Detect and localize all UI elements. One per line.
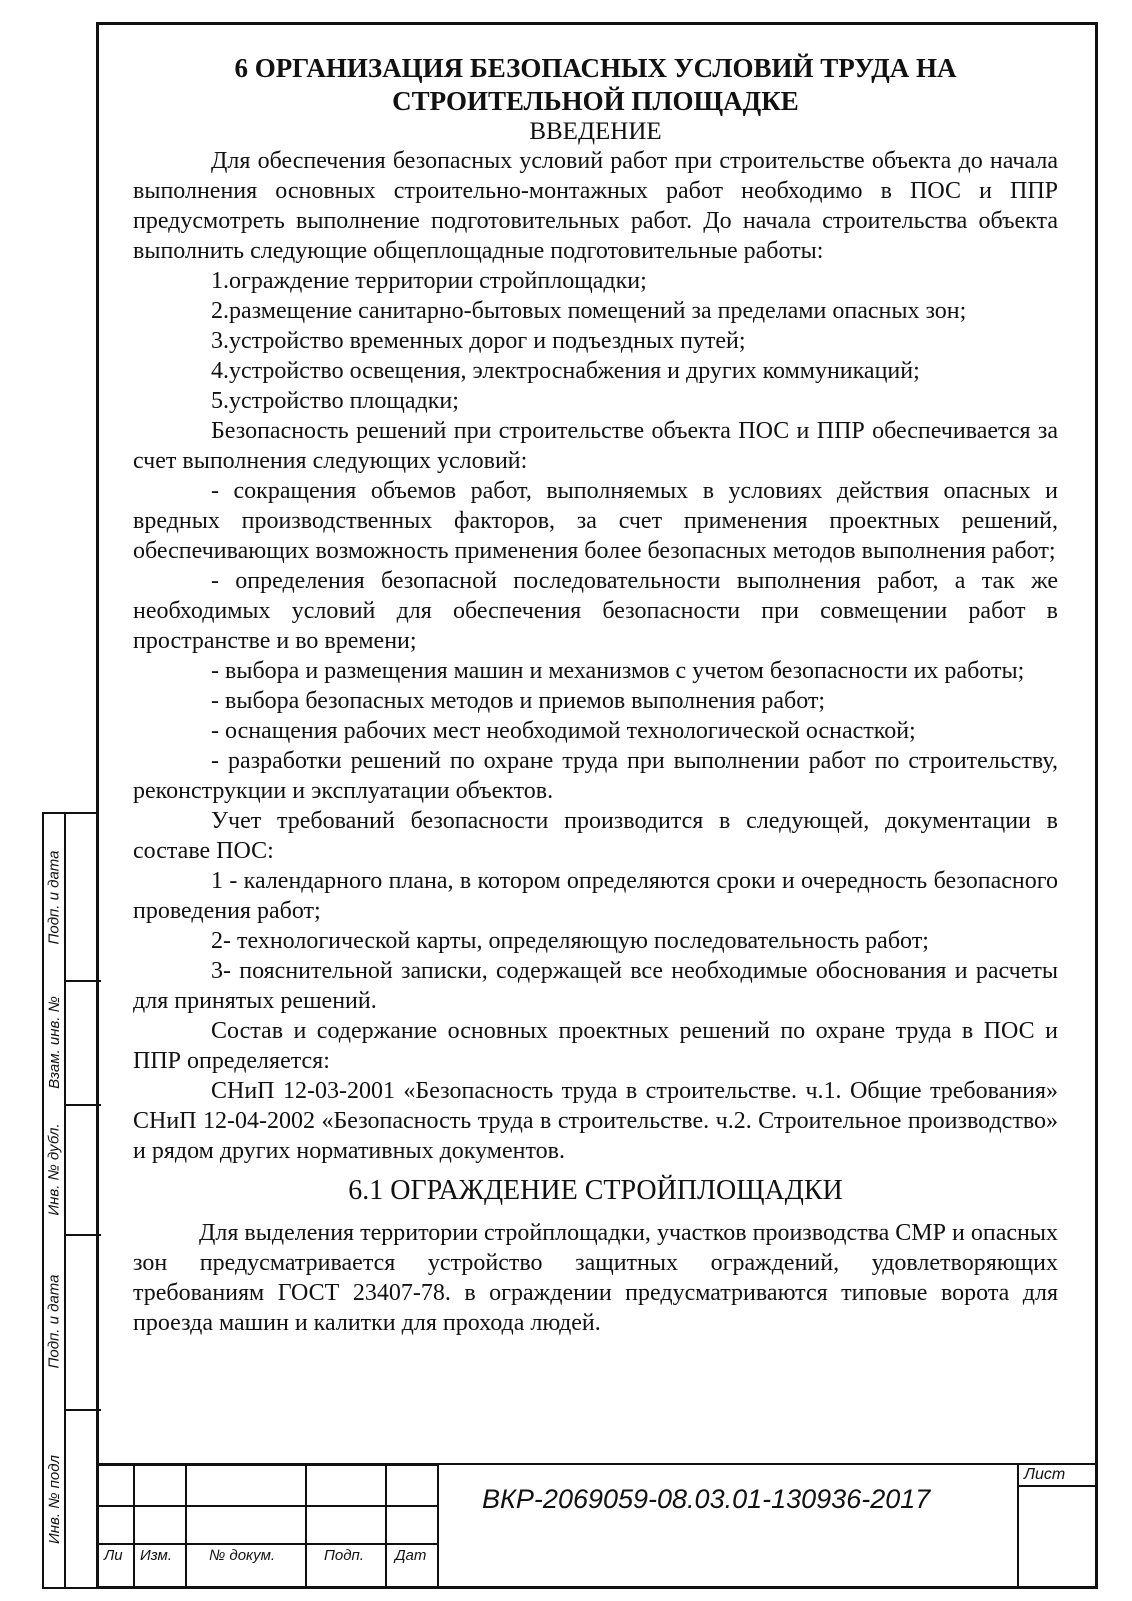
header-signature: Подп. [324,1547,364,1564]
list-item: 3.устройство временных дорог и подъездных путей; [211,328,746,354]
title-block-line [305,1464,307,1589]
condition-item: - выбора и размещения машин и механизмов с учетом безопасности их работы; [211,658,1025,684]
title-block-line [385,1464,387,1589]
document-code: ВКР-2069059-08.03.01-130936-2017 [482,1484,931,1514]
list-item: 1.ограждение территории стройплощадки; [211,268,647,294]
title-block-line [1017,1464,1019,1589]
stamp-label-sign-date-1: Подп. и дата [45,850,63,944]
title-block-line [1017,1485,1098,1487]
stamp-label-duplicate-inv: Инв. № дубл. [45,1122,63,1216]
list-item: 2.размещение санитарно-бытовых помещений за пределами опасных зон; [211,298,967,324]
safety-paragraph: Безопасность решений при строительстве объекта ПОС и ППР обеспечивается за счет выполнения следующих условий: [133,418,1058,474]
stamp-label-sign-date-2: Подп. и дата [45,1274,63,1369]
header-change: Изм. [140,1547,172,1564]
condition-item: - оснащения рабочих мест необходимой технологической оснасткой; [211,718,916,744]
norms-paragraph: СНиП 12-03-2001 «Безопасность труда в строительстве. ч.1. Общие требования» СНиП 12-04-2002 «Безопасность труда в строительстве. ч.2. Строительное производство» и рядом других нормативных документов. [133,1078,1058,1164]
intro-paragraph: Для обеспечения безопасных условий работ при строительстве объекта до начала выполнения основных строительно-монтажных работ необходимо в ПОС и ППР предусмотреть выполнение подготовительных работ. До начала строительства объекта выполнить следующие общеплощадные подготовительные работы: [133,148,1058,264]
intro-heading: ВВЕДЕНИЕ [529,118,662,145]
sheet-label: Лист [1024,1466,1066,1483]
margin-stamp-row-line [64,1234,101,1236]
margin-stamp-row-line [64,980,101,982]
margin-stamp-row-line [64,1409,101,1411]
margin-stamp-divider [64,814,66,1587]
title-block-top-line [96,1463,1098,1465]
fencing-paragraph: Для выделения территории стройплощадки, участков производства СМР и опасных зон предусматривается устройство защитных ограждений, удовлетворяющих требованиям ГОСТ 23407-78. в ограждении предусматриваются типовые ворота для проезда машин и калитки для прохода людей. [133,1220,1058,1336]
list-item: 5.устройство площадки; [211,388,459,414]
composition-paragraph: Состав и содержание основных проектных решений по охране труда в ПОС и ППР определяется: [133,1018,1058,1074]
condition-item: - сокращения объемов работ, выполняемых в условиях действия опасных и вредных производственных факторов, за счет применения проектных решений, обеспечивающих возможность применения более безопасных методов выполнения работ; [133,478,1058,564]
title-block-line [185,1464,187,1589]
stamp-label-original-inv: Инв. № подл [45,1454,63,1544]
title-block-line [437,1464,439,1589]
condition-item: - разработки решений по охране труда при выполнении работ по строительству, реконструкции и эксплуатации объектов. [133,748,1058,804]
doc-item: 1 - календарного плана, в котором определяются сроки и очередность безопасного проведения работ; [133,868,1058,924]
document-body [133,52,1058,1338]
doc-item: 3- пояснительной записки, содержащей все необходимые обоснования и расчеты для принятых решений. [133,958,1058,1014]
stamp-label-replacement-inv: Взам. инв. № [45,995,63,1089]
header-sheet-no: Ли [104,1547,123,1564]
chapter-title-line-2: СТРОИТЕЛЬНОЙ ПЛОЩАДКЕ [392,86,799,116]
title-block-line [96,1505,439,1507]
condition-item: - определения безопасной последовательности выполнения работ, а так же необходимых условий для обеспечения безопасности при совмещении работ в пространстве и во времени; [133,568,1058,654]
list-item: 4.устройство освещения, электроснабжения и других коммуникаций; [211,358,920,384]
chapter-title-line-1: 6 ОРГАНИЗАЦИЯ БЕЗОПАСНЫХ УСЛОВИЙ ТРУДА НА [234,53,957,83]
condition-item: - выбора безопасных методов и приемов выполнения работ; [211,688,826,714]
margin-stamp-row-line [64,1104,101,1106]
title-block-line [133,1464,135,1589]
margin-stamp [42,812,99,1589]
chapter-title [133,52,1058,118]
section-heading: 6.1 ОГРАЖДЕНИЕ СТРОЙПЛОЩАДКИ [348,1175,843,1206]
title-block-line [96,1543,439,1545]
header-document-no: № докум. [209,1547,276,1564]
header-date: Дат [395,1547,427,1564]
documentation-paragraph: Учет требований безопасности производится в следующей, документации в составе ПОС: [133,808,1058,864]
doc-item: 2- технологической карты, определяющую последовательность работ; [211,928,929,954]
